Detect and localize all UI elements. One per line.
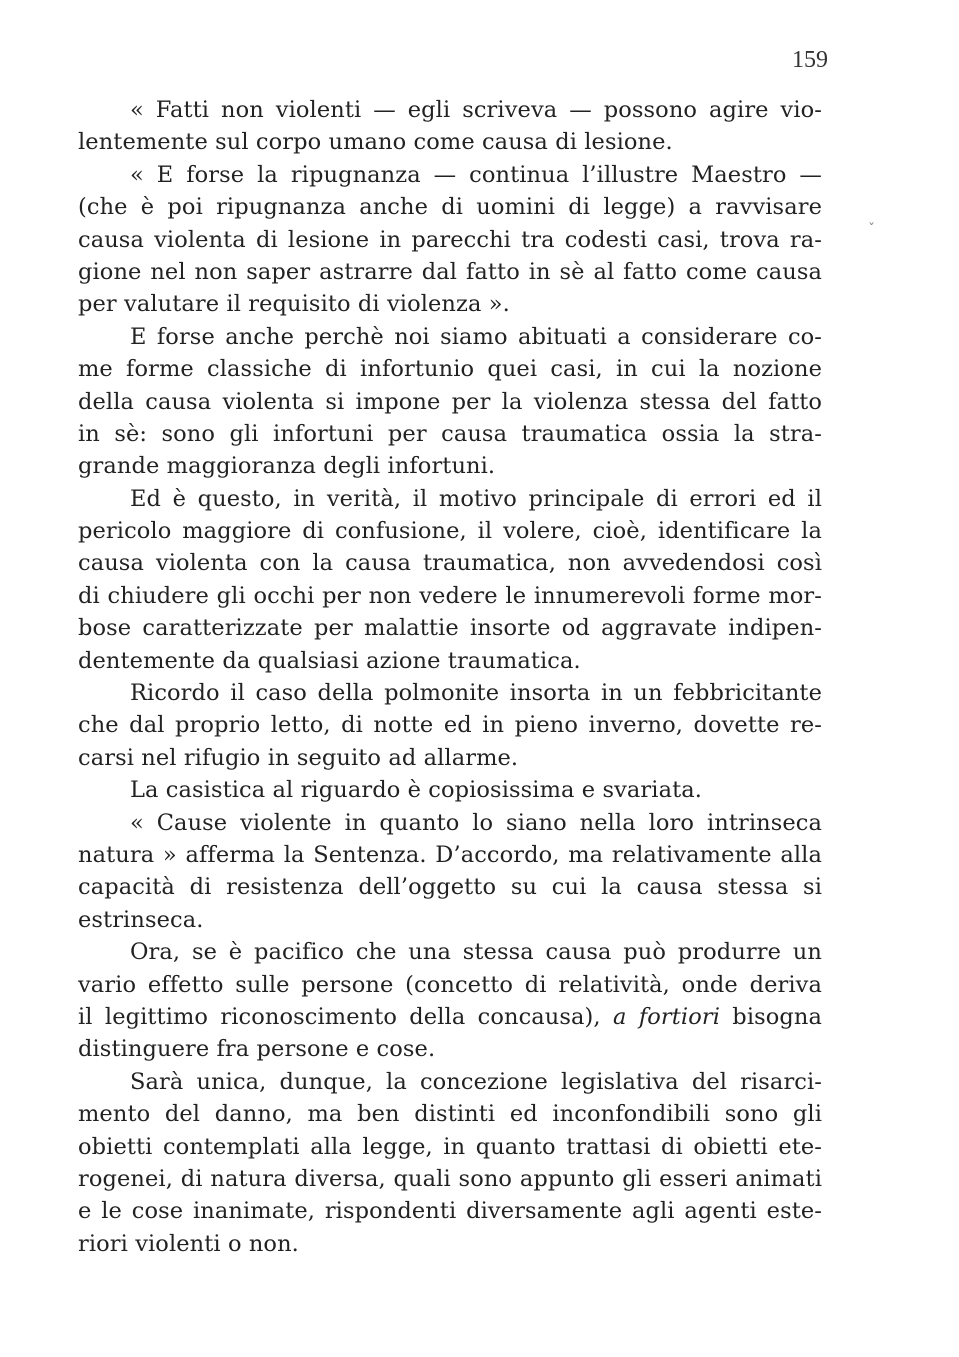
italic-phrase: a fortiori — [613, 1003, 720, 1030]
text-line: « Fatti non violenti — egli scriveva — possono agire vio- — [130, 97, 822, 123]
text-line: per valutare il requisito di violenza ». — [78, 291, 510, 318]
text-line: carsi nel rifugio in seguito ad allarme. — [78, 744, 519, 771]
text-line: il legittimo riconoscimento della concausa), a fortiori bisogna — [78, 1003, 823, 1030]
text-line: natura » afferma la Sentenza. D’accordo, ma relativamente alla — [78, 841, 822, 868]
text-line: E forse anche perchè noi siamo abituati a considerare co- — [130, 323, 822, 350]
text-line: distinguere fra persone e cose. — [78, 1036, 436, 1063]
text-line: Ricordo il caso della polmonite insorta in un febbricitante — [130, 680, 822, 707]
text-line: vario effetto sulle persone (concetto di relatività, onde deriva — [78, 971, 822, 998]
text-line: obietti contemplati alla legge, in quanto trattasi di obietti ete- — [78, 1133, 822, 1160]
text-line: La casistica al riguardo è copiosissima e svariata. — [130, 777, 703, 804]
text-line: che dal proprio letto, di notte ed in pieno inverno, dovette re- — [78, 712, 822, 739]
text-line: lentemente sul corpo umano come causa di lesione. — [78, 129, 673, 156]
body-text — [78, 94, 822, 1260]
text-line: dentemente da qualsiasi azione traumatica. — [78, 647, 581, 674]
text-line: (che è poi ripugnanza anche di uomini di legge) a ravvisare — [78, 194, 822, 221]
text-line: della causa violenta si impone per la violenza stessa del fatto — [78, 388, 822, 415]
text-line: Ed è questo, in verità, il motivo principale di errori ed il — [130, 485, 822, 512]
text-line: riori violenti o non. — [78, 1230, 299, 1257]
speck-mark: ˇ — [868, 222, 875, 238]
text-line: « E forse la ripugnanza — continua l’illustre Maestro — — [130, 161, 822, 188]
text-line: Ora, se è pacifico che una stessa causa può produrre un — [130, 939, 822, 966]
text-line: mento del danno, ma ben distinti ed inconfondibili sono gli — [78, 1101, 822, 1128]
text-line: capacità di resistenza dell’oggetto su cui la causa stessa si — [78, 874, 822, 901]
text-line: Sarà unica, dunque, la concezione legislativa del risarci- — [130, 1068, 822, 1095]
text-line: pericolo maggiore di confusione, il volere, cioè, identificare la — [78, 518, 822, 545]
text-line: bose caratterizzate per malattie insorte od aggravate indipen- — [78, 615, 822, 642]
text-line: me forme classiche di infortunio quei casi, in cui la nozione — [78, 356, 822, 383]
text-line: causa violenta di lesione in parecchi tra codesti casi, trova ra- — [78, 226, 822, 253]
text-line: causa violenta con la causa traumatica, non avvedendosi così — [78, 550, 822, 577]
text-line: di chiudere gli occhi per non vedere le innumerevoli forme mor- — [78, 582, 822, 609]
page-number: 159 — [792, 47, 828, 73]
text-line: in sè: sono gli infortuni per causa traumatica ossia la stra- — [78, 420, 822, 447]
text-line: e le cose inanimate, rispondenti diversamente agli agenti este- — [78, 1198, 822, 1225]
text-line: estrinseca. — [78, 906, 204, 933]
text-line: grande maggioranza degli infortuni. — [78, 453, 496, 480]
text-line: rogenei, di natura diversa, quali sono appunto gli esseri animati — [78, 1165, 822, 1192]
text-line: gione nel non saper astrarre dal fatto in sè al fatto come causa — [78, 258, 822, 285]
text-line: « Cause violente in quanto lo siano nella loro intrinseca — [130, 809, 822, 836]
